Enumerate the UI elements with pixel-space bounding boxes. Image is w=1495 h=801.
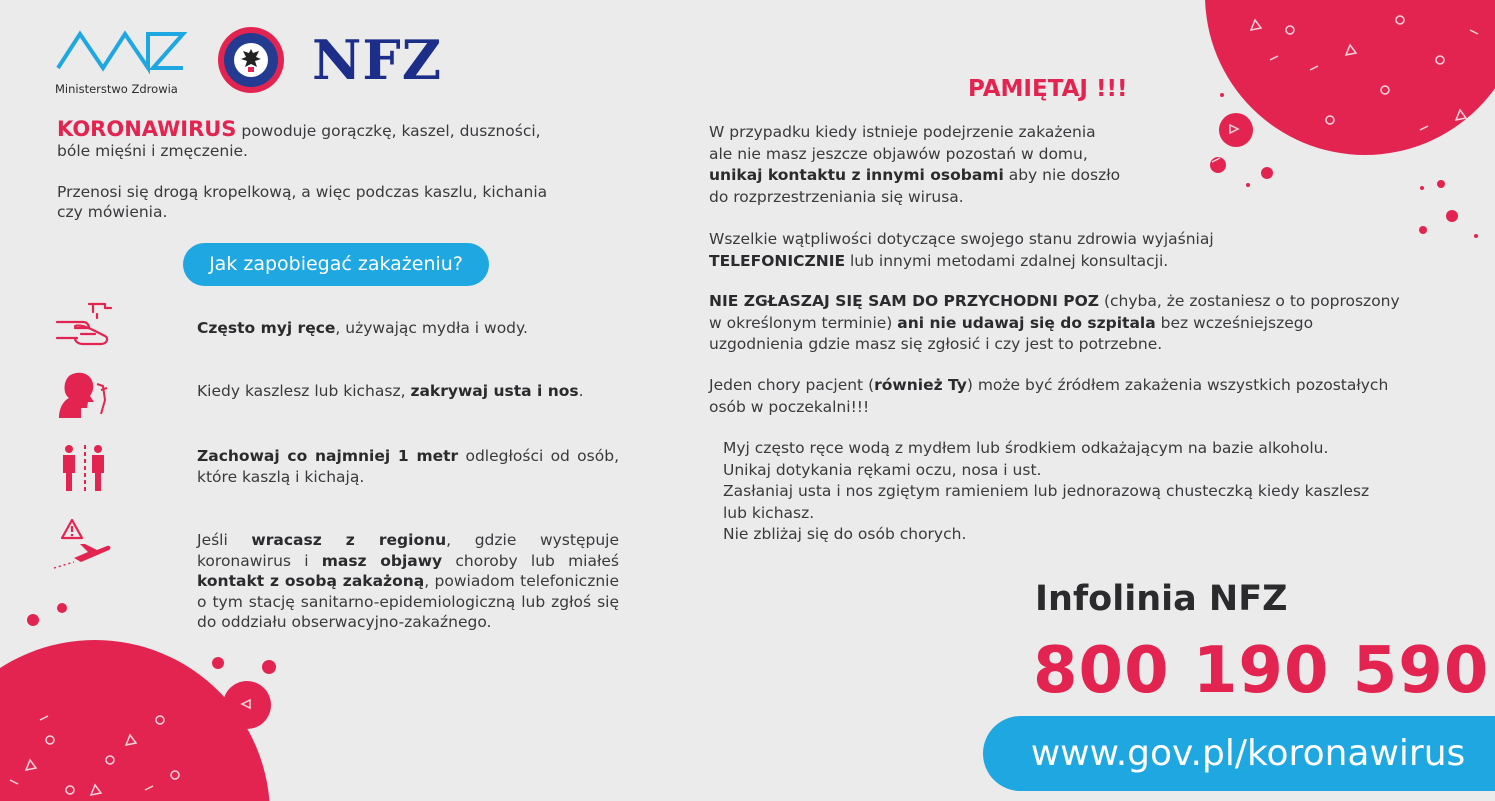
tip-cough-post: . <box>578 382 584 400</box>
tip-distance-rest: odległości od osób, które kaszlą i kichają. <box>197 447 619 486</box>
ministry-of-health-logo <box>55 30 190 96</box>
list-item: Unikaj dotykania rękami oczu, nosa i ust. <box>723 460 1042 479</box>
distance-icon <box>58 443 113 493</box>
mz-logo-mark-icon <box>55 30 190 75</box>
para4-t2: ) może być źródłem zakażenia wszystkich pozostałych <box>966 376 1389 394</box>
para3-t4: uzgodnienia gdzie masz się zgłosić i czy jest to potrzebne. <box>709 335 1163 353</box>
paragraph-waiting-room <box>709 375 1429 418</box>
sanitary-inspection-logo <box>218 27 284 93</box>
hand-washing-icon <box>55 300 115 350</box>
para4-strong: również Ty <box>874 376 967 394</box>
transmission-text-2: czy mówienia. <box>57 203 168 221</box>
mz-logo-text: Ministerstwo Zdrowia <box>55 82 178 96</box>
paragraph-phone-consult <box>709 229 1409 272</box>
cough-sneeze-icon <box>55 370 115 425</box>
para1-line1: W przypadku kiedy istnieje podejrzenie zakażenia <box>709 123 1096 141</box>
para2-line1: Wszelkie wątpliwości dotyczące swojego stanu zdrowia wyjaśniaj <box>709 230 1214 248</box>
para3-strong1: NIE ZGŁASZAJ SIĘ SAM DO PRZYCHODNI POZ <box>709 292 1100 310</box>
tip-keep-distance <box>197 446 619 488</box>
travel-warning-icon <box>52 518 114 570</box>
list-item: Myj często ręce wodą z mydłem lub środkiem odkażającym na bazie alkoholu. <box>723 439 1329 457</box>
nfz-logo: NFZ <box>312 28 443 92</box>
paragraph-stay-home <box>709 122 1409 208</box>
para4-t3: osób w poczekalni!!! <box>709 397 870 416</box>
tip-distance-strong: Zachowaj co najmniej 1 metr <box>197 447 459 465</box>
tip-travel-t4: , powiadom telefonicznie o tym stację sanitarno-epidemiologiczną lub zgłoś się do oddziału obserwacyjno-zakaźnego. <box>197 572 619 631</box>
symptoms-text: powoduje gorączkę, kaszel, duszności, <box>236 122 541 140</box>
tip-travel-s3: kontakt z osobą zakażoną <box>197 572 425 590</box>
eagle-icon <box>239 47 263 73</box>
prevention-button[interactable]: Jak zapobiegać zakażeniu? <box>183 243 489 286</box>
list-item: Nie zbliżaj się do osób chorych. <box>723 525 967 543</box>
para2-strong: TELEFONICZNIE <box>709 251 846 270</box>
hotline-label: Infolinia NFZ <box>1035 579 1288 619</box>
para3-t2: w określonym terminie) <box>709 313 898 332</box>
tip-cough-strong: zakrywaj usta i nos <box>410 382 579 400</box>
tip-travel-s2: masz objawy <box>321 551 443 570</box>
tip-cover-mouth <box>197 381 617 402</box>
tip-travel-contact <box>197 530 619 633</box>
tip-travel-t2: , gdzie występuje koronawirus i <box>197 531 619 570</box>
para1-strong: unikaj kontaktu z innymi osobami <box>709 166 1004 184</box>
para3-t3: bez wcześniejszego <box>1155 313 1314 332</box>
symptoms-text-line2: bóle mięśni i zmęczenie. <box>57 142 248 160</box>
hygiene-list <box>723 438 1423 546</box>
tip-wash-hands <box>197 318 617 339</box>
remember-heading: PAMIĘTAJ !!! <box>968 76 1128 102</box>
list-item: lub kichasz. <box>723 503 815 522</box>
tip-travel-t1: Jeśli <box>197 531 252 549</box>
tip-travel-s1: wracasz z regionu <box>251 531 447 549</box>
tip-wash-rest: , używając mydła i wody. <box>335 319 528 337</box>
para3-t1: (chyba, że zostaniesz o to poproszony <box>1099 292 1400 310</box>
tip-travel-t3: choroby lub miałeś <box>442 551 619 570</box>
para4-t1: Jeden chory pacjent ( <box>709 376 875 394</box>
para3-strong2: ani nie udawaj się do szpitala <box>897 313 1156 332</box>
para1-line4: do rozprzestrzeniania się wirusa. <box>709 187 964 206</box>
hotline-number[interactable]: 800 190 590 <box>1033 634 1490 708</box>
transmission-text-1: Przenosi się drogą kropelkową, a więc podczas kaszlu, kichania <box>57 183 548 201</box>
paragraph-do-not-visit <box>709 291 1429 356</box>
website-link[interactable]: www.gov.pl/koronawirus <box>983 716 1495 791</box>
tip-wash-strong: Często myj ręce <box>197 319 336 337</box>
tip-cough-pre: Kiedy kaszlesz lub kichasz, <box>197 382 411 400</box>
para1-line3: aby nie doszło <box>1003 166 1121 184</box>
para1-line2: ale nie masz jeszcze objawów pozostań w domu, <box>709 144 1088 163</box>
intro-paragraph <box>57 119 617 222</box>
koronawirus-heading: KORONAWIRUS <box>57 117 237 141</box>
para2-rest: lub innymi metodami zdalnej konsultacji. <box>845 251 1169 270</box>
list-item: Zasłaniaj usta i nos zgiętym ramieniem lub jednorazową chusteczką kiedy kaszlesz <box>723 482 1370 500</box>
